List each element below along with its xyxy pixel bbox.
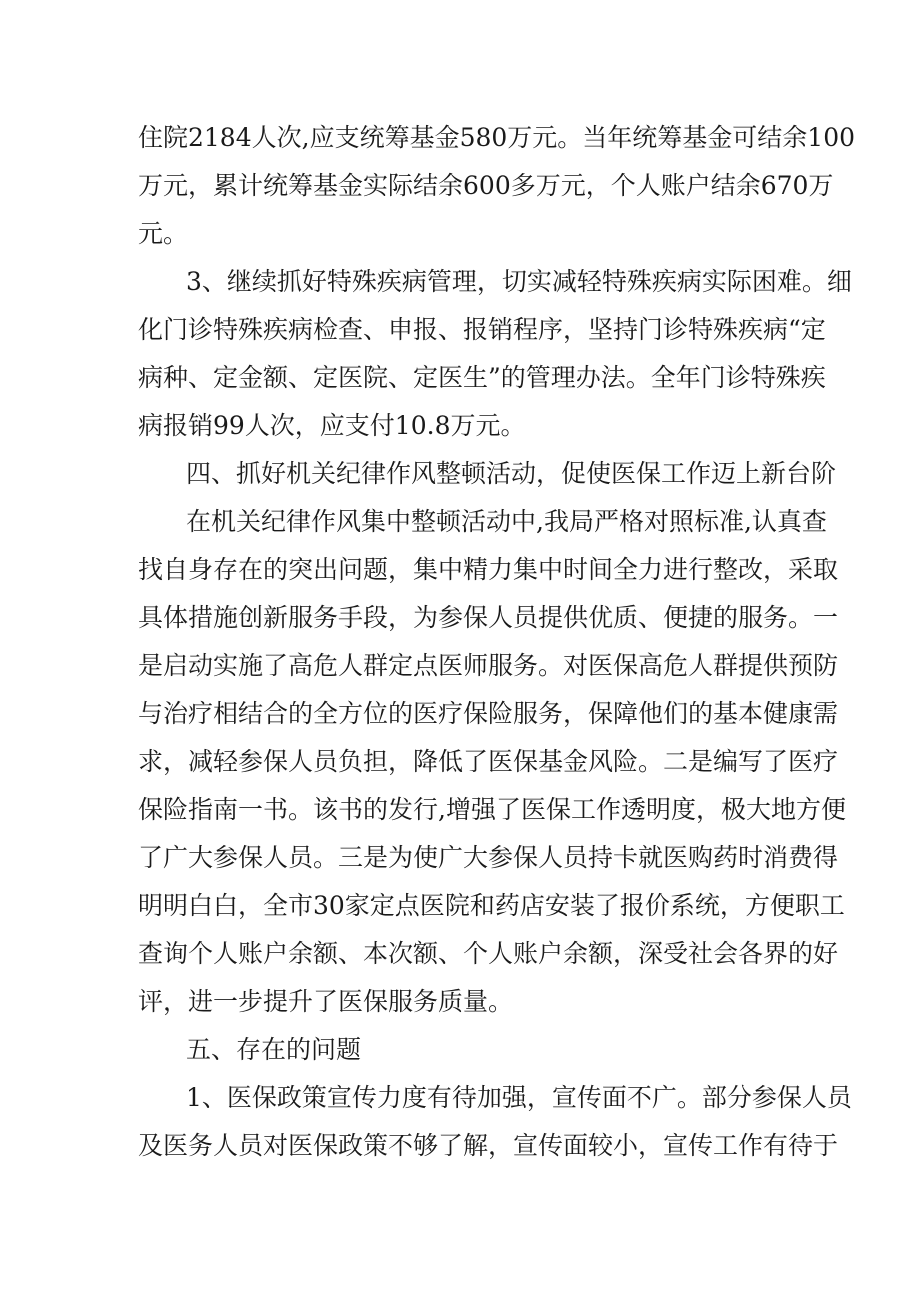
text-line: 化门诊特殊疾病检查、申报、报销程序，坚持门诊特殊疾病“定 (138, 315, 826, 344)
text-line: 住院2184人次,应支统筹基金580万元。当年统筹基金可结余100 (138, 123, 856, 152)
text-line: 求，减轻参保人员负担，降低了医保基金风险。二是编写了医疗 (138, 747, 839, 776)
text-line: 了广大参保人员。三是为使广大参保人员持卡就医购药时消费得 (138, 843, 839, 872)
text-line: 元。 (138, 219, 189, 248)
text-line: 查询个人账户余额、本次额、个人账户余额，深受社会各界的好 (138, 939, 839, 968)
text-line: 病种、定金额、定医院、定医生”的管理办法。全年门诊特殊疾 (138, 363, 826, 392)
text-line: 病报销99人次，应支付10.8万元。 (138, 411, 526, 440)
text-line: 是启动实施了高危人群定点医师服务。对医保高危人群提供预防 (138, 651, 839, 680)
paragraph-first-line: 3、继续抓好特殊疾病管理，切实减轻特殊疾病实际困难。细 (186, 267, 852, 296)
section-heading: 五、存在的问题 (186, 1035, 362, 1064)
text-line: 具体措施创新服务手段，为参保人员提供优质、便捷的服务。一 (138, 603, 839, 632)
text-line: 万元，累计统筹基金实际结余600多万元，个人账户结余670万 (138, 171, 834, 200)
text-line: 及医务人员对医保政策不够了解，宣传面较小，宣传工作有待于 (138, 1131, 839, 1160)
text-line: 明明白白，全市30家定点医院和药店安装了报价系统，方便职工 (138, 891, 845, 920)
text-line: 评，进一步提升了医保服务质量。 (138, 987, 514, 1016)
paragraph-first-line: 1、医保政策宣传力度有待加强，宣传面不广。部分参保人员 (186, 1083, 852, 1112)
section-heading: 四、抓好机关纪律作风整顿活动，促使医保工作迈上新台阶 (186, 459, 837, 488)
text-line: 找自身存在的突出问题，集中精力集中时间全力进行整改，采取 (138, 555, 839, 584)
text-line: 与治疗相结合的全方位的医疗保险服务，保障他们的基本健康需 (138, 699, 839, 728)
paragraph-first-line: 在机关纪律作风集中整顿活动中,我局严格对照标准,认真查 (186, 507, 827, 536)
text-line: 保险指南一书。该书的发行,增强了医保工作透明度，极大地方便 (138, 795, 846, 824)
